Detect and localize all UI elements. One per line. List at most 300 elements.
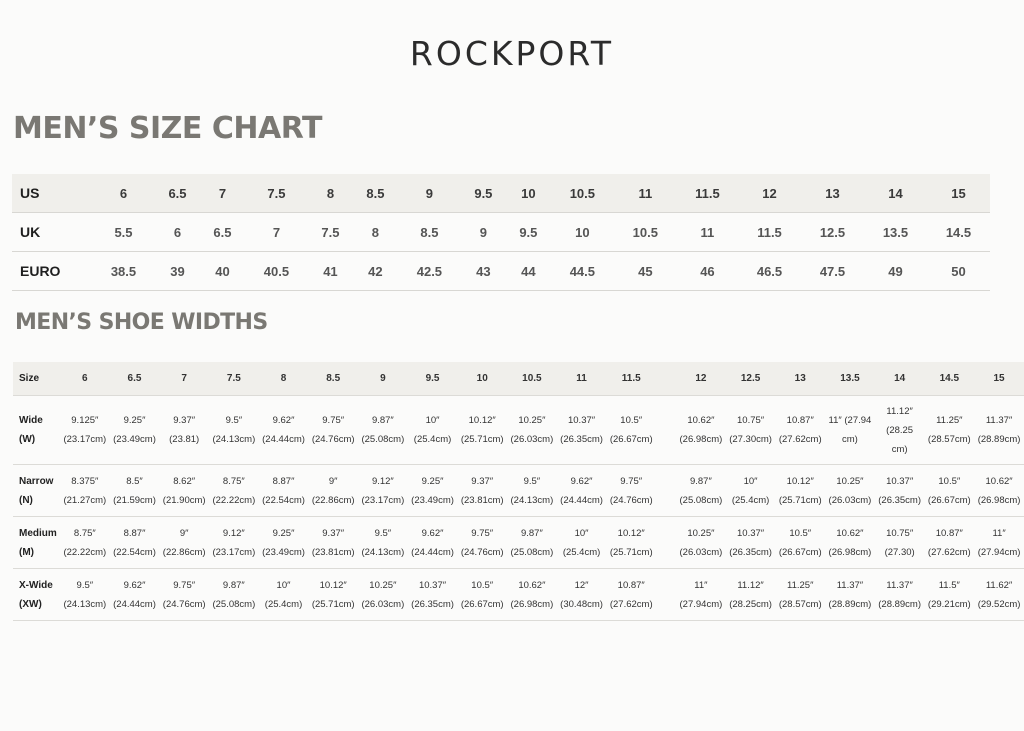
- width-cell-line: (28.89cm): [878, 598, 922, 610]
- width-cell: [259, 517, 309, 569]
- size-cell: 44.5: [551, 252, 614, 291]
- width-cell-line: (23.49cm): [262, 546, 305, 558]
- width-cell-line: (24.76cm): [162, 598, 206, 610]
- width-cell-line: 9.62″: [123, 579, 146, 591]
- size-cell: 11.5: [677, 174, 738, 213]
- width-header-size: 7.5: [209, 362, 259, 396]
- width-cell-line: (24.44cm): [262, 434, 305, 445]
- width-cell-line: (28.57cm): [927, 434, 971, 445]
- size-cell: 11: [677, 213, 738, 252]
- size-cell: 43: [461, 252, 506, 291]
- width-cell-line: 8.75″: [73, 527, 96, 539]
- width-cell-line: 11.37″: [985, 415, 1013, 426]
- size-row-us: [12, 174, 990, 213]
- width-cell-line: 9.37″: [173, 415, 196, 426]
- size-cell: 9: [398, 174, 461, 213]
- width-cell: [308, 396, 358, 465]
- width-cell: [726, 396, 776, 465]
- size-row-label: EURO: [12, 252, 92, 291]
- size-cell: 49: [864, 252, 927, 291]
- width-cell-line: (28.89cm): [977, 434, 1021, 445]
- width-cell-line: (26.98cm): [510, 598, 554, 610]
- width-cell: [676, 396, 726, 465]
- width-row-label: [13, 517, 60, 569]
- size-cell: 11: [614, 174, 677, 213]
- width-row-label-line: Medium: [19, 527, 57, 539]
- width-cell-line: (26.35cm): [411, 598, 454, 610]
- width-header-size: 15: [974, 362, 1024, 396]
- size-cell: 41: [308, 252, 353, 291]
- width-cell-line: 10.37″: [737, 527, 765, 539]
- width-cell: [875, 569, 925, 621]
- width-cell: [507, 517, 557, 569]
- width-cell-line: 11.37″: [836, 579, 864, 591]
- width-header-size: 12.5: [726, 362, 776, 396]
- width-cell: [408, 465, 458, 517]
- width-cell-line: (27.30): [884, 546, 915, 558]
- width-cell-line: 9.37″: [322, 527, 345, 539]
- width-cell: [974, 396, 1024, 465]
- width-cell: [974, 569, 1024, 621]
- width-cell: [875, 517, 925, 569]
- width-cell-line: 10″: [574, 527, 589, 539]
- width-cell: [825, 396, 875, 465]
- width-cell-line: 10.25″: [687, 527, 715, 539]
- width-cell-line: (28.25cm): [729, 598, 772, 610]
- width-header-size: 14: [875, 362, 925, 396]
- width-header-size: 8.5: [308, 362, 358, 396]
- width-cell-line: 10.12″: [319, 579, 347, 591]
- width-cell: [110, 569, 160, 621]
- size-cell: 9.5: [461, 174, 506, 213]
- width-cell-line: 9″: [179, 527, 189, 539]
- width-cell: [726, 517, 776, 569]
- size-cell: 7.5: [245, 174, 308, 213]
- width-cell-line: (26.67cm): [609, 434, 653, 445]
- width-cell-line: 10.5″: [938, 475, 961, 487]
- width-cell-line: 9.87″: [520, 527, 543, 539]
- width-cell-line: (22.86cm): [162, 546, 206, 558]
- size-cell: 6.5: [155, 174, 200, 213]
- width-cell-line: 10″: [743, 475, 758, 487]
- width-row-label-line: Wide: [19, 415, 43, 426]
- size-cell: 8.5: [398, 213, 461, 252]
- width-cell-line: 9.75″: [173, 579, 196, 591]
- width-chart-table: [13, 362, 1024, 621]
- width-cell: [557, 465, 607, 517]
- size-cell: 38.5: [92, 252, 155, 291]
- width-cell-line: 9.12″: [371, 475, 394, 487]
- width-cell: [60, 517, 110, 569]
- size-cell: 5.5: [92, 213, 155, 252]
- width-cell: [924, 517, 974, 569]
- size-cell: 9.5: [506, 213, 551, 252]
- width-cell-line: (29.21cm): [927, 598, 971, 610]
- size-cell: 7: [200, 174, 245, 213]
- width-cell: [358, 569, 408, 621]
- width-cell: [457, 517, 507, 569]
- width-cell: [875, 465, 925, 517]
- size-cell: 46.5: [738, 252, 801, 291]
- width-cell-line: 9.5″: [225, 415, 243, 426]
- width-cell-line: 10.5″: [620, 415, 643, 426]
- column-gap: [656, 362, 676, 396]
- width-header-size: 7: [159, 362, 209, 396]
- width-cell: [457, 569, 507, 621]
- width-cell: [259, 396, 309, 465]
- width-cell-line: (24.44cm): [411, 546, 454, 558]
- width-cell: [308, 465, 358, 517]
- width-cell-line: 8.5″: [126, 475, 143, 487]
- size-row-label: US: [12, 174, 92, 213]
- column-gap: [656, 396, 676, 465]
- size-cell: 46: [677, 252, 738, 291]
- width-cell: [726, 569, 776, 621]
- width-cell-line: (25.08cm): [510, 546, 554, 558]
- width-cell-line: (27.62cm): [609, 598, 653, 610]
- width-cell-line: 10.12″: [786, 475, 814, 487]
- width-cell-line: (27.94cm): [679, 598, 723, 610]
- width-cell-line: (24.13cm): [212, 434, 256, 445]
- width-header-size: 10.5: [507, 362, 557, 396]
- width-cell: [775, 396, 825, 465]
- width-header-size: 8: [259, 362, 309, 396]
- width-cell-line: 10.37″: [418, 579, 447, 591]
- width-cell: [676, 569, 726, 621]
- width-row-label: [13, 465, 60, 517]
- width-cell-line: 8.75″: [222, 475, 245, 487]
- width-cell-line: (24.76cm): [609, 494, 653, 506]
- width-cell-line: (23.17cm): [63, 434, 107, 445]
- width-cell: [159, 465, 209, 517]
- width-header-size: 10: [457, 362, 507, 396]
- width-row-label-line: (W): [19, 434, 36, 445]
- width-cell-line: 9.75″: [471, 527, 494, 539]
- width-cell-line: 9.87″: [222, 579, 245, 591]
- width-header-size: 11.5: [606, 362, 656, 396]
- width-header-size: 9.5: [408, 362, 458, 396]
- size-cell: 14.5: [927, 213, 990, 252]
- width-cell: [358, 465, 408, 517]
- size-cell: 42: [353, 252, 398, 291]
- width-cell-line: (23.49cm): [411, 494, 454, 506]
- size-cell: 40.5: [245, 252, 308, 291]
- width-header-size: 13: [775, 362, 825, 396]
- width-cell: [606, 396, 656, 465]
- width-cell-line: 11″: [694, 579, 708, 591]
- size-cell: 6.5: [200, 213, 245, 252]
- width-cell-line: 9.37″: [471, 475, 494, 487]
- width-cell-line: (23.17cm): [212, 546, 256, 558]
- width-cell-line: 10.87″: [786, 415, 814, 426]
- width-cell-line: 10.12″: [468, 415, 496, 426]
- width-cell: [209, 569, 259, 621]
- width-cell: [606, 517, 656, 569]
- size-cell: 6: [92, 174, 155, 213]
- width-cell-line: (23.81cm): [311, 546, 355, 558]
- column-gap: [656, 517, 676, 569]
- size-cell: 10.5: [614, 213, 677, 252]
- width-cell-line: (25.4cm): [562, 546, 601, 558]
- width-cell-line: 9.25″: [272, 527, 295, 539]
- width-cell-line: (26.35cm): [560, 434, 603, 445]
- width-cell: [557, 396, 607, 465]
- width-cell: [408, 396, 458, 465]
- width-cell-line: (25.08cm): [212, 598, 256, 610]
- size-chart-title: MEN’S SIZE CHART: [13, 111, 322, 146]
- width-cell-line: (26.03cm): [828, 494, 872, 506]
- width-cell: [557, 569, 607, 621]
- width-cell-line: 10.87″: [935, 527, 963, 539]
- width-cell: [924, 396, 974, 465]
- width-cell-line: 10.25″: [836, 475, 864, 487]
- size-cell: 8: [353, 213, 398, 252]
- width-cell: [726, 465, 776, 517]
- size-cell: 39: [155, 252, 200, 291]
- width-cell-line: 10.25″: [369, 579, 397, 591]
- width-cell: [60, 569, 110, 621]
- width-cell-line: (24.44cm): [113, 598, 156, 610]
- width-cell-line: 10.62″: [687, 415, 715, 426]
- size-cell: 44: [506, 252, 551, 291]
- width-cell-line: (26.98cm): [977, 494, 1021, 506]
- width-header-row: [13, 362, 1024, 396]
- size-cell: 47.5: [801, 252, 864, 291]
- width-cell-line: 10.75″: [737, 415, 765, 426]
- width-header-label: Size: [13, 362, 60, 396]
- width-cell-line: 9.125″: [71, 415, 99, 426]
- width-cell: [457, 465, 507, 517]
- width-row-label-line: (M): [19, 546, 34, 558]
- width-cell-line: 11.37″: [886, 579, 913, 591]
- width-cell-line: 10.37″: [567, 415, 596, 426]
- width-cell-line: (23.81cm): [460, 494, 504, 506]
- width-cell-line: 10″: [425, 415, 440, 426]
- width-cell-line: 9.87″: [689, 475, 712, 487]
- width-cell-line: (25.71cm): [609, 546, 653, 558]
- width-cell: [557, 517, 607, 569]
- width-cell-line: (26.03cm): [679, 546, 723, 558]
- width-row: [13, 396, 1024, 465]
- size-cell: 7: [245, 213, 308, 252]
- width-cell-line: 10.75″: [886, 527, 914, 539]
- width-cell-line: (25.71cm): [778, 494, 822, 506]
- width-cell-line: 10.5″: [471, 579, 494, 591]
- size-cell: 12.5: [801, 213, 864, 252]
- size-cell: 40: [200, 252, 245, 291]
- width-cell-line: (26.03cm): [361, 598, 405, 610]
- width-cell-line: (23.81): [169, 434, 200, 445]
- width-cell-line: 10.62″: [985, 475, 1013, 487]
- width-cell: [457, 396, 507, 465]
- width-cell-line: (25.08cm): [679, 494, 723, 506]
- width-cell-line: 9.5″: [523, 475, 541, 487]
- width-cell: [676, 465, 726, 517]
- width-cell-line: 9.25″: [123, 415, 146, 426]
- width-cell-line: 9.12″: [222, 527, 245, 539]
- width-cell-line: (21.90cm): [162, 494, 206, 506]
- width-cell: [159, 517, 209, 569]
- size-cell: 10.5: [551, 174, 614, 213]
- width-cell-line: (24.13cm): [63, 598, 107, 610]
- width-cell: [875, 396, 925, 465]
- width-cell: [507, 396, 557, 465]
- width-cell-line: 11″: [992, 527, 1006, 539]
- width-chart-title: MEN’S SHOE WIDTHS: [15, 310, 268, 335]
- width-row-label-line: X-Wide: [19, 579, 53, 591]
- width-cell-line: (24.76cm): [311, 434, 355, 445]
- width-cell: [358, 517, 408, 569]
- size-cell: 8.5: [353, 174, 398, 213]
- width-cell-line: (28.89cm): [828, 598, 872, 610]
- width-cell: [775, 517, 825, 569]
- width-cell-line: 8.375″: [71, 475, 99, 487]
- width-cell-line: (27.30cm): [729, 434, 772, 445]
- width-cell: [408, 569, 458, 621]
- column-gap: [656, 569, 676, 621]
- width-row-label-line: (N): [19, 494, 33, 506]
- width-cell-line: (25.4cm): [413, 434, 452, 445]
- size-cell: 10: [506, 174, 551, 213]
- width-cell: [775, 569, 825, 621]
- width-cell-line: 11.62″: [985, 579, 1013, 591]
- width-cell-line: 11.25″: [787, 579, 814, 591]
- width-cell: [606, 569, 656, 621]
- width-cell-line: (22.54cm): [113, 546, 156, 558]
- width-cell-line: (27.62cm): [927, 546, 971, 558]
- width-cell-line: 10″: [276, 579, 291, 591]
- width-cell: [209, 396, 259, 465]
- width-cell-line: 10.25″: [518, 415, 546, 426]
- width-cell: [924, 465, 974, 517]
- width-cell: [507, 569, 557, 621]
- width-cell: [159, 396, 209, 465]
- size-cell: 50: [927, 252, 990, 291]
- width-row-label-line: Narrow: [19, 475, 54, 487]
- width-cell-line: (22.86cm): [311, 494, 355, 506]
- width-cell-line: 11.5″: [938, 579, 960, 591]
- width-cell-line: (22.22cm): [63, 546, 107, 558]
- width-row: [13, 569, 1024, 621]
- size-cell: 9: [461, 213, 506, 252]
- width-cell: [110, 465, 160, 517]
- width-cell: [110, 396, 160, 465]
- width-cell-line: (26.98cm): [679, 434, 723, 445]
- width-cell-line: 10.5″: [789, 527, 812, 539]
- width-cell-line: (22.54cm): [262, 494, 305, 506]
- width-cell: [159, 569, 209, 621]
- width-cell-line: (26.67cm): [778, 546, 822, 558]
- width-row-label: [13, 569, 60, 621]
- width-cell: [507, 465, 557, 517]
- width-cell-line: (29.52cm): [977, 598, 1021, 610]
- width-cell-line: (30.48cm): [560, 598, 603, 610]
- column-gap: [656, 465, 676, 517]
- width-header-size: 13.5: [825, 362, 875, 396]
- size-cell: 11.5: [738, 213, 801, 252]
- width-cell-line: (25.4cm): [264, 598, 303, 610]
- width-cell: [209, 517, 259, 569]
- width-header-size: 12: [676, 362, 726, 396]
- width-cell-line: (26.67cm): [460, 598, 504, 610]
- width-cell-line: 9″: [328, 475, 338, 487]
- width-cell-line: (21.59cm): [113, 494, 156, 506]
- size-cell: 45: [614, 252, 677, 291]
- width-cell: [259, 569, 309, 621]
- width-cell-line: (22.22cm): [212, 494, 256, 506]
- width-cell-line: (28.57cm): [778, 598, 822, 610]
- width-cell: [825, 465, 875, 517]
- width-cell-line: 9.75″: [620, 475, 643, 487]
- width-cell-line: (25.4cm): [731, 494, 770, 506]
- width-cell-line: 9.62″: [421, 527, 444, 539]
- width-cell-line: 9.25″: [421, 475, 444, 487]
- size-cell: 15: [927, 174, 990, 213]
- width-cell-line: 11.12″: [737, 579, 764, 591]
- width-cell-line: (21.27cm): [63, 494, 107, 506]
- width-row-label-line: (XW): [19, 598, 42, 610]
- width-header-size: 14.5: [924, 362, 974, 396]
- size-cell: 7.5: [308, 213, 353, 252]
- width-cell-line: (24.13cm): [510, 494, 554, 506]
- width-header-size: 6.5: [110, 362, 160, 396]
- size-cell: 13: [801, 174, 864, 213]
- size-row-euro: [12, 252, 990, 291]
- width-cell-line: 11″ (27.94: [828, 415, 872, 426]
- size-cell: 8: [308, 174, 353, 213]
- width-cell-line: 9.87″: [371, 415, 394, 426]
- width-cell-line: (24.44cm): [560, 494, 603, 506]
- width-cell-line: 10.12″: [617, 527, 645, 539]
- width-cell: [60, 396, 110, 465]
- size-cell: 6: [155, 213, 200, 252]
- width-cell-line: (26.03cm): [510, 434, 554, 445]
- width-row: [13, 465, 1024, 517]
- width-cell-line: 9.5″: [76, 579, 94, 591]
- width-cell: [209, 465, 259, 517]
- width-cell: [825, 569, 875, 621]
- width-cell: [358, 396, 408, 465]
- width-cell-line: 9.62″: [570, 475, 593, 487]
- width-cell: [308, 569, 358, 621]
- size-cell: 10: [551, 213, 614, 252]
- width-cell: [110, 517, 160, 569]
- width-cell: [775, 465, 825, 517]
- width-cell-line: 11.25″: [936, 415, 963, 426]
- width-cell-line: 10.37″: [886, 475, 914, 487]
- width-cell-line: 9.75″: [322, 415, 345, 426]
- size-row-uk: [12, 213, 990, 252]
- width-cell-line: 10.87″: [617, 579, 645, 591]
- width-cell-line: 10.62″: [836, 527, 864, 539]
- width-cell: [308, 517, 358, 569]
- size-cell: 14: [864, 174, 927, 213]
- width-cell-line: (26.35cm): [729, 546, 772, 558]
- width-cell-line: (25.71cm): [460, 434, 504, 445]
- width-cell: [60, 465, 110, 517]
- width-cell-line: (24.76cm): [460, 546, 504, 558]
- size-cell: 42.5: [398, 252, 461, 291]
- width-cell-line: (24.13cm): [361, 546, 405, 558]
- width-cell-line: 12″: [574, 579, 589, 591]
- width-cell-line: 11.12″: [886, 405, 913, 417]
- width-cell: [825, 517, 875, 569]
- width-cell-line: 8.87″: [123, 527, 146, 539]
- width-cell-line: (25.08cm): [361, 434, 405, 445]
- width-cell-line: (27.62cm): [778, 434, 822, 445]
- width-cell: [259, 465, 309, 517]
- width-cell-line: (28.25: [886, 424, 914, 436]
